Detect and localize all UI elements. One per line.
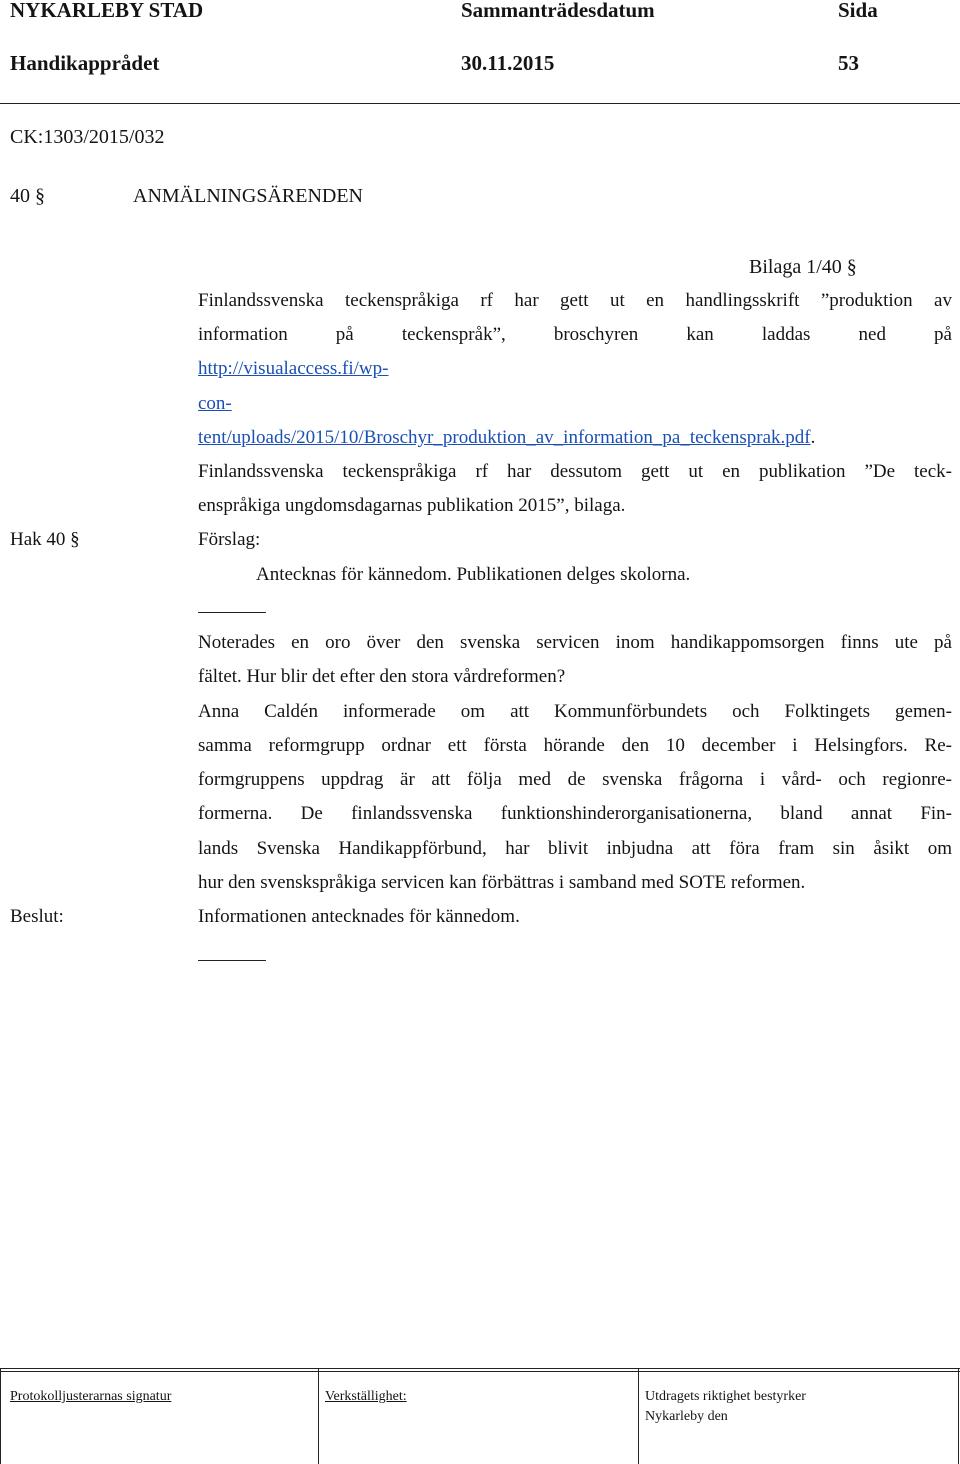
attachment-label: Bilaga 1/40 §: [749, 256, 857, 278]
signature-label: Protokolljusterarnas signatur: [10, 1389, 172, 1404]
brochure-link-part-2[interactable]: con-: [198, 393, 232, 414]
discussion-line-1: Noterades en oro över den svenska servicen inom handikappomsorgen finns ute på: [198, 632, 952, 653]
page-label: Sida: [838, 0, 878, 22]
discussion-line-3: Anna Caldén informerade om att Kommunförbundets och Folktingets gemen-: [198, 701, 952, 722]
discussion-line-4: samma reformgrupp ordnar ett första hörande den 10 december i Helsingfors. Re-: [198, 735, 952, 756]
meeting-date-label: Sammanträdesdatum: [461, 0, 655, 22]
publication-line-2: enspråkiga ungdomsdagarnas publikation 2015”, bilaga.: [198, 495, 626, 516]
footer-top-border: [0, 1368, 960, 1369]
footer-left-border: [0, 1369, 1, 1464]
meeting-date: 30.11.2015: [461, 51, 555, 75]
organization-name: NYKARLEBY STAD: [10, 0, 204, 22]
footer-divider-1: [318, 1369, 319, 1464]
discussion-line-2: fältet. Hur blir det efter den stora vårdreformen?: [198, 666, 566, 687]
body-name: Handikapprådet: [10, 51, 160, 75]
case-number: CK:1303/2015/032: [10, 126, 165, 148]
brochure-link-part-1[interactable]: http://visualaccess.fi/wp-: [198, 358, 389, 379]
intro-line-2: information på teckenspråk”, broschyren kan laddas ned på: [198, 324, 952, 345]
separator-line: [198, 612, 266, 613]
brochure-link-part-3[interactable]: tent/uploads/2015/10/Broschyr_produktion_av_information_pa_teckensprak.pdf: [198, 427, 811, 448]
page-number: 53: [838, 51, 859, 75]
discussion-line-8: hur den svenskspråkiga servicen kan förbättras i samband med SOTE reformen.: [198, 872, 806, 893]
proposal-label: Förslag:: [198, 529, 261, 550]
header-divider: [0, 103, 960, 104]
hak-label: Hak 40 §: [10, 529, 80, 550]
section-sign-icon: §: [846, 256, 857, 278]
certified-place: Nykarleby den: [645, 1409, 728, 1424]
section-sign-icon: §: [70, 529, 80, 550]
separator-line: [198, 960, 266, 961]
intro-line-1: Finlandssvenska teckenspråkiga rf har gett ut en handlingsskrift ”produktion av: [198, 290, 952, 311]
footer-right-border: [958, 1369, 959, 1464]
section-number: 40 §: [10, 185, 45, 207]
discussion-line-6: formerna. De finlandssvenska funktionshinderorganisationerna, bland annat Fin-: [198, 803, 952, 824]
section-title: ANMÄLNINGSÄRENDEN: [133, 185, 363, 207]
proposal-text: Antecknas för kännedom. Publikationen delges skolorna.: [256, 564, 691, 585]
decision-text: Informationen antecknades för kännedom.: [198, 906, 520, 927]
link-period: .: [810, 427, 816, 448]
section-sign-icon: §: [35, 185, 45, 207]
footer-divider-2: [638, 1369, 639, 1464]
footer-top-border-inner: [0, 1371, 960, 1372]
publication-line-1: Finlandssvenska teckenspråkiga rf har dessutom gett ut en publikation ”De teck-: [198, 461, 952, 482]
certified-label: Utdragets riktighet bestyrker: [645, 1389, 806, 1404]
discussion-line-5: formgruppens uppdrag är att följa med de svenska frågorna i vård- och regionre-: [198, 769, 952, 790]
decision-label: Beslut:: [10, 906, 64, 927]
execution-label: Verkställighet:: [325, 1389, 407, 1404]
discussion-line-7: lands Svenska Handikappförbund, har blivit inbjudna att föra fram sin åsikt om: [198, 838, 952, 859]
brochure-link-line-3: [198, 427, 815, 449]
